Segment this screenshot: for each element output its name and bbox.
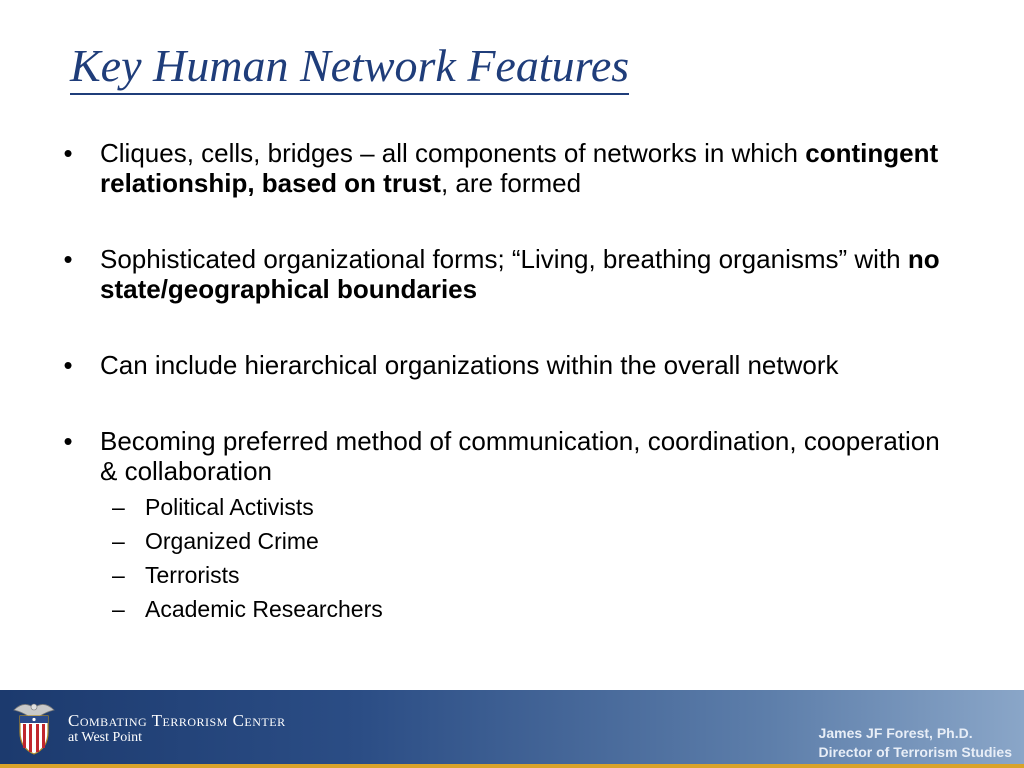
bullet-bold-text: no state/geographical boundaries — [100, 244, 940, 304]
bullet-text: Becoming preferred method of communication, coordination, cooperation & collaboration — [100, 426, 940, 486]
author-role: Director of Terrorism Studies — [818, 744, 1012, 760]
bullet-icon: • — [63, 426, 73, 456]
bullet-icon: • — [63, 138, 73, 168]
footer-accent-stripe — [0, 764, 1024, 768]
bullet-item — [58, 426, 958, 626]
org-block — [68, 712, 286, 746]
dash-icon: – — [112, 494, 125, 520]
sub-bullet-item — [100, 592, 958, 626]
sub-bullet-text: Academic Researchers — [145, 596, 383, 622]
sub-bullet-text: Political Activists — [145, 494, 314, 520]
sub-bullet-item — [100, 558, 958, 592]
bullet-icon: • — [63, 244, 73, 274]
bullet-item — [58, 350, 958, 380]
org-subtitle: at West Point — [68, 730, 143, 745]
bullet-item — [58, 244, 958, 304]
ctc-seal-icon — [10, 698, 58, 756]
bullet-text: Can include hierarchical organizations within the overall network — [100, 350, 839, 380]
sub-bullet-text: Organized Crime — [145, 528, 319, 554]
sub-bullet-item — [100, 490, 958, 524]
dash-icon: – — [112, 596, 125, 622]
bullet-text-tail: , are formed — [440, 168, 582, 198]
sub-bullet-text: Terrorists — [145, 562, 240, 588]
author-block — [819, 724, 1012, 762]
bullet-text: Sophisticated organizational forms; “Living, breathing organisms” with — [100, 244, 908, 274]
sub-bullet-item — [100, 524, 958, 558]
bullet-list — [58, 138, 958, 626]
sub-bullet-list — [100, 490, 958, 626]
author-name: James JF Forest, Ph.D. — [818, 725, 973, 741]
dash-icon: – — [112, 528, 125, 554]
bullet-bold-text: contingent relationship, based on trust — [100, 138, 939, 198]
title-container — [70, 40, 970, 95]
footer-bar — [0, 690, 1024, 764]
org-name: Combating Terrorism Center — [68, 711, 286, 730]
dash-icon: – — [112, 562, 125, 588]
bullet-item — [58, 138, 958, 198]
bullet-text: Cliques, cells, bridges – all components of networks in which — [100, 138, 806, 168]
bullet-icon: • — [63, 350, 73, 380]
slide-title: Key Human Network Features — [70, 40, 629, 95]
